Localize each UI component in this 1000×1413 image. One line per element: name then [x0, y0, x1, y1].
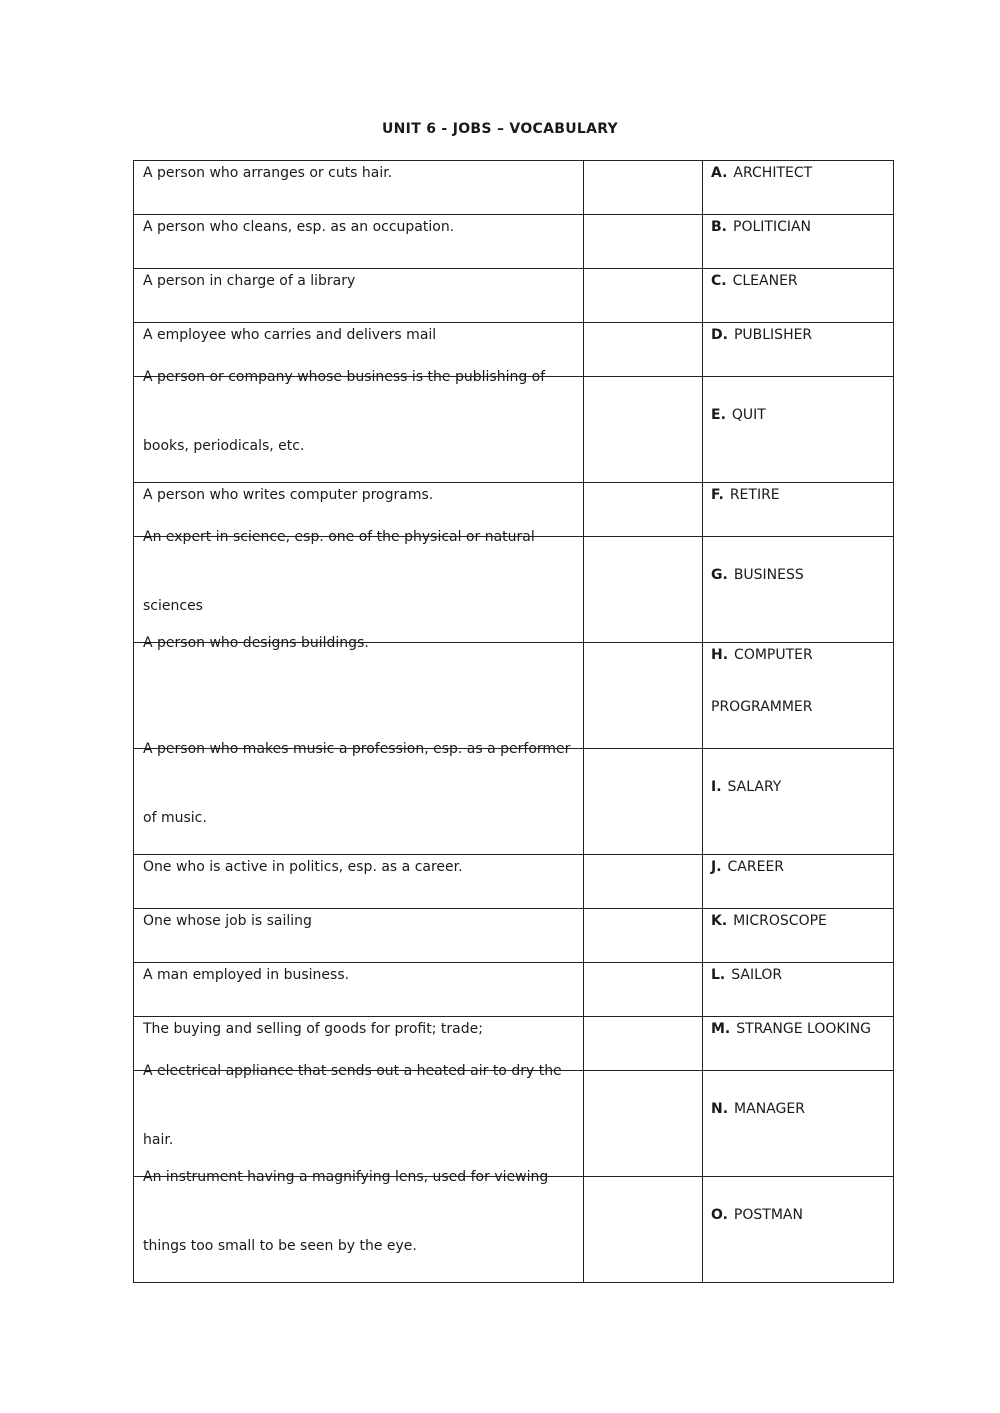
- option-word: SAILOR: [731, 967, 783, 983]
- answer-cell[interactable]: [584, 537, 703, 643]
- option-cell: [703, 483, 894, 537]
- definition-text: A electrical appliance that sends out a heated air to dry the: [143, 1063, 562, 1079]
- table-row: [134, 161, 894, 215]
- answer-cell[interactable]: [584, 1071, 703, 1177]
- option-cell: [703, 161, 894, 215]
- option-letter: K.: [711, 913, 728, 929]
- definition-text: A person or company whose business is the publishing of: [143, 369, 546, 385]
- definition-cell: [134, 161, 584, 215]
- definition-cell: [134, 215, 584, 269]
- option-word: SALARY: [727, 779, 782, 795]
- option-letter: O.: [711, 1207, 728, 1223]
- option-letter: E.: [711, 407, 726, 423]
- table-row: [134, 643, 894, 749]
- definition-text: sciences: [143, 598, 203, 614]
- definition-cell: [134, 269, 584, 323]
- definition-text: An instrument having a magnifying lens, used for viewing: [143, 1169, 549, 1185]
- definition-text: A person who writes computer programs.: [143, 487, 434, 503]
- definition-cell: [134, 855, 584, 909]
- definition-text: of music.: [143, 810, 207, 826]
- option-cell: [703, 215, 894, 269]
- option-letter: N.: [711, 1101, 729, 1117]
- table-row: [134, 215, 894, 269]
- definition-cell: [134, 529, 584, 643]
- definition-text: A person who designs buildings.: [143, 635, 369, 651]
- definition-text: The buying and selling of goods for profit; trade;: [143, 1021, 483, 1037]
- option-word-continued: PROGRAMMER: [711, 699, 813, 715]
- answer-cell[interactable]: [584, 749, 703, 855]
- answer-cell[interactable]: [584, 855, 703, 909]
- definition-cell: [134, 963, 584, 1017]
- definition-text: hair.: [143, 1132, 174, 1148]
- option-word: PUBLISHER: [733, 327, 813, 343]
- option-cell: [703, 1177, 894, 1283]
- answer-cell[interactable]: [584, 963, 703, 1017]
- table-row: [134, 749, 894, 855]
- answer-cell[interactable]: [584, 161, 703, 215]
- option-word: MANAGER: [734, 1101, 805, 1117]
- table-row: [134, 377, 894, 483]
- option-letter: C.: [711, 273, 727, 289]
- page-title: UNIT 6 - JOBS – VOCABULARY: [382, 121, 618, 137]
- option-letter: G.: [711, 567, 728, 583]
- option-letter: B.: [711, 219, 727, 235]
- vocabulary-table: [133, 160, 894, 1283]
- answer-cell[interactable]: [584, 483, 703, 537]
- option-cell: [703, 643, 894, 749]
- option-cell: [703, 749, 894, 855]
- definition-cell: [134, 369, 584, 483]
- option-word: COMPUTER: [734, 647, 813, 663]
- option-letter: A.: [711, 165, 728, 181]
- table-row: [134, 1177, 894, 1283]
- definition-cell: [134, 909, 584, 963]
- definition-cell: [134, 741, 584, 855]
- definition-text: A person in charge of a library: [143, 273, 356, 289]
- option-cell: [703, 909, 894, 963]
- option-word: MICROSCOPE: [733, 913, 827, 929]
- option-word: BUSINESS: [733, 567, 804, 583]
- answer-cell[interactable]: [584, 909, 703, 963]
- option-letter: M.: [711, 1021, 731, 1037]
- option-cell: [703, 377, 894, 483]
- option-cell: [703, 855, 894, 909]
- table-row: [134, 537, 894, 643]
- definition-text: things too small to be seen by the eye.: [143, 1238, 417, 1254]
- option-letter: F.: [711, 487, 724, 503]
- table-row: [134, 269, 894, 323]
- option-cell: [703, 323, 894, 377]
- answer-cell[interactable]: [584, 323, 703, 377]
- table-row: [134, 855, 894, 909]
- option-letter: I.: [711, 779, 722, 795]
- option-word: QUIT: [731, 407, 766, 423]
- definition-text: One who is active in politics, esp. as a career.: [143, 859, 463, 875]
- option-cell: [703, 537, 894, 643]
- option-cell: [703, 269, 894, 323]
- option-word: POLITICIAN: [733, 219, 812, 235]
- option-letter: J.: [711, 859, 722, 875]
- option-cell: [703, 1071, 894, 1177]
- option-letter: H.: [711, 647, 729, 663]
- definition-cell: [134, 635, 584, 749]
- option-word: POSTMAN: [733, 1207, 803, 1223]
- table-row: [134, 963, 894, 1017]
- option-letter: L.: [711, 967, 726, 983]
- option-cell: [703, 1017, 894, 1071]
- option-cell: [703, 963, 894, 1017]
- definition-text: A employee who carries and delivers mail: [143, 327, 437, 343]
- definition-cell: [134, 1063, 584, 1177]
- option-word: ARCHITECT: [733, 165, 813, 181]
- answer-cell[interactable]: [584, 1017, 703, 1071]
- definition-text: A person who makes music a profession, esp. as a performer: [143, 741, 571, 757]
- table-row: [134, 1071, 894, 1177]
- answer-cell[interactable]: [584, 1177, 703, 1283]
- answer-cell[interactable]: [584, 269, 703, 323]
- option-word: STRANGE LOOKING: [736, 1021, 872, 1037]
- answer-cell[interactable]: [584, 215, 703, 269]
- definition-text: A person who cleans, esp. as an occupation.: [143, 219, 455, 235]
- definition-text: books, periodicals, etc.: [143, 438, 305, 454]
- option-letter: D.: [711, 327, 728, 343]
- option-word: CAREER: [727, 859, 785, 875]
- answer-cell[interactable]: [584, 377, 703, 483]
- definition-text: An expert in science, esp. one of the physical or natural: [143, 529, 535, 545]
- definition-text: A person who arranges or cuts hair.: [143, 165, 393, 181]
- definition-text: One whose job is sailing: [143, 913, 312, 929]
- option-word: CLEANER: [732, 273, 798, 289]
- definition-cell: [134, 1169, 584, 1283]
- table-row: [134, 909, 894, 963]
- option-word: RETIRE: [729, 487, 780, 503]
- definition-text: A man employed in business.: [143, 967, 350, 983]
- answer-cell[interactable]: [584, 643, 703, 749]
